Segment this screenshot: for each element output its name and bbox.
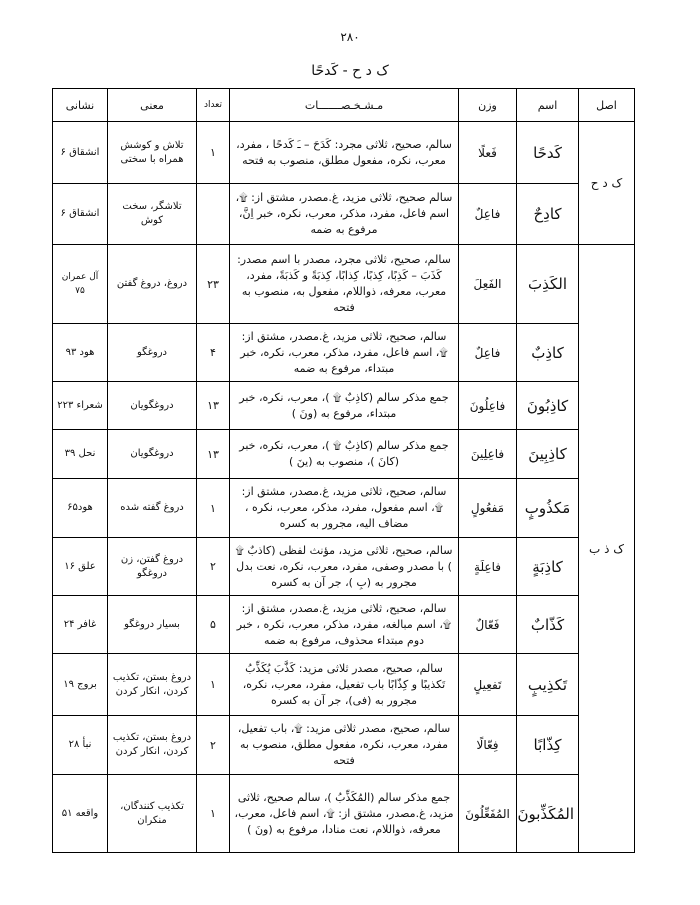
header-count: تعداد <box>197 89 230 122</box>
table-row <box>53 596 635 654</box>
reference-cell: نبأ ۲۸ <box>53 716 108 775</box>
pattern-cell: فَعّالٌ <box>459 596 517 654</box>
pattern-cell: فاعِلِینَ <box>459 430 517 479</box>
reference-cell: واقعه ۵۱ <box>53 775 108 853</box>
reference-cell: شعراء ۲۲۳ <box>53 382 108 430</box>
count-cell: ۲۳ <box>197 245 230 324</box>
word-cell: تَکذِیبٍ <box>517 654 579 716</box>
reference-cell: انشقاق ۶ <box>53 184 108 245</box>
meaning-cell: دروغگویان <box>108 382 197 430</box>
reference-cell: نحل ۳۹ <box>53 430 108 479</box>
meaning-cell: دروغگو <box>108 324 197 382</box>
word-cell: کاذِبُونَ <box>517 382 579 430</box>
description-cell: سالم صحیح، ثلاثی مزید، غ.مصدر، مشتق از: ۩، اسم فاعل، مفرد، مذکر، معرب، نکره، خبر اِنَّ، مرفوع به ضمه <box>230 184 459 245</box>
count-cell: ۱ <box>197 775 230 853</box>
count-cell: ۱ <box>197 122 230 184</box>
pattern-cell: الفَعِلَ <box>459 245 517 324</box>
description-cell: جمع مذکر سالم (المُکَذِّبُ )، سالم صحیح، ثلاثی مزید، غ.مصدر، مشتق از: ۩، اسم فاعل، معرب، معرفه، ذواللام، نعت منادا، مرفوع به (ونَ ) <box>230 775 459 853</box>
header-word: اسم <box>517 89 579 122</box>
pattern-cell: فاعِلٌ <box>459 184 517 245</box>
table-row <box>53 654 635 716</box>
table-row <box>53 382 635 430</box>
pattern-cell: فاعِلَةٍ <box>459 538 517 596</box>
word-cell: کَذّابٌ <box>517 596 579 654</box>
word-cell: المُکَذِّبونَ <box>517 775 579 853</box>
description-cell: سالم، صحیح، ثلاثی مزید، غ.مصدر، مشتق از: ۩، اسم فاعل، مفرد، مذکر، معرب، نکره، خبر مبتداء، مرفوع به ضمه <box>230 324 459 382</box>
header-pattern: وزن <box>459 89 517 122</box>
table-row <box>53 479 635 538</box>
page-number: ۲۸۰ <box>340 30 360 44</box>
table-row <box>53 324 635 382</box>
header-root: اصل <box>579 89 635 122</box>
reference-cell: غافر ۲۴ <box>53 596 108 654</box>
reference-cell: بروج ۱۹ <box>53 654 108 716</box>
header-meaning: معنی <box>108 89 197 122</box>
meaning-cell: تلاشگر، سخت کوش <box>108 184 197 245</box>
word-cell: مَکذُوبٍ <box>517 479 579 538</box>
reference-cell: علق ۱۶ <box>53 538 108 596</box>
pattern-cell: فِعّالًا <box>459 716 517 775</box>
lexicon-table <box>52 88 635 853</box>
meaning-cell: دروغگویان <box>108 430 197 479</box>
word-cell: کاذِبٌ <box>517 324 579 382</box>
description-cell: سالم، صحیح، ثلاثی مجرد، مصدر با اسم مصدر: کَذَبَ – کَذِبًا، کِذبًا، کِذابًا، کِذبَةً و کَذبَةً، مفرد، معرب، معرفه، ذواللام، مفعول به، منصوب به فتحه <box>230 245 459 324</box>
count-cell: ۱ <box>197 479 230 538</box>
count-cell: ۵ <box>197 596 230 654</box>
table-row <box>53 245 635 324</box>
meaning-cell: دروغ بستن، تکذیب کردن، انکار کردن <box>108 716 197 775</box>
meaning-cell: دروغ، دروغ گفتن <box>108 245 197 324</box>
count-cell: ۲ <box>197 716 230 775</box>
word-cell: کادِحٌ <box>517 184 579 245</box>
count-cell <box>197 184 230 245</box>
description-cell: جمع مذکر سالم (کاذِبٌ ۩ )، معرب، نکره، خبر (کانَ )، منصوب به (ینَ ) <box>230 430 459 479</box>
pattern-cell: فاعِلٌ <box>459 324 517 382</box>
description-cell: جمع مذکر سالم (کاذِبٌ ۩ )، معرب، نکره، خبر مبتداء، مرفوع به (ونَ ) <box>230 382 459 430</box>
count-cell: ۴ <box>197 324 230 382</box>
page-heading: ک د ح - کَدحًا <box>311 63 389 79</box>
table-header-row <box>53 89 635 122</box>
description-cell: سالم، صحیح، مصدر ثلاثی مزید: کَذَّبَ یُکَذِّبُ تَکذیبًا و کِذّابًا باب تفعیل، مفرد، معرب، نکره، مجرور به (فی)، جر آن به کسره <box>230 654 459 716</box>
word-cell: کِذّابًا <box>517 716 579 775</box>
count-cell: ۱۳ <box>197 430 230 479</box>
meaning-cell: دروغ بستن، تکذیب کردن، انکار کردن <box>108 654 197 716</box>
count-cell: ۲ <box>197 538 230 596</box>
pattern-cell: مَفعُولٍ <box>459 479 517 538</box>
description-cell: سالم، صحیح، ثلاثی مزید، مؤنث لفظی (کاذبٌ ۩ ) با مصدر وصفی، مفرد، معرب، نکره، نعت بدل مجرور به (بِ )، جر آن به کسره <box>230 538 459 596</box>
description-cell: سالم، صحیح، ثلاثی مزید، غ.مصدر، مشتق از: ۩، اسم مبالغه، مفرد، مذکر، معرب، نکره ، خبر دوم مبتداء محذوف، مرفوع به ضمه <box>230 596 459 654</box>
count-cell: ۱۳ <box>197 382 230 430</box>
meaning-cell: دروغ گفتن، زن دروغگو <box>108 538 197 596</box>
pattern-cell: فاعِلُونَ <box>459 382 517 430</box>
reference-cell: هود ۹۳ <box>53 324 108 382</box>
meaning-cell: تکذیب کنندگان، منکران <box>108 775 197 853</box>
header-description: مـشـخـصـــــــات <box>230 89 459 122</box>
word-cell: الکَذِبَ <box>517 245 579 324</box>
description-cell: سالم، صحیح، ثلاثی مجرد: کَدَحَ – ـَ کَدحًا ، مفرد، معرب، نکره، مفعول مطلق، منصوب به فتحه <box>230 122 459 184</box>
word-cell: کاذِبِینَ <box>517 430 579 479</box>
reference-cell: هود۶۵ <box>53 479 108 538</box>
root-cell: ک د ح <box>579 122 635 245</box>
pattern-cell: فَعلًا <box>459 122 517 184</box>
pattern-cell: تَفعِیلٍ <box>459 654 517 716</box>
description-cell: سالم، صحیح، ثلاثی مزید، غ.مصدر، مشتق از: ۩، اسم مفعول، مفرد، مذکر، معرب، نکره ، مضاف الیه، مجرور به کسره <box>230 479 459 538</box>
meaning-cell: دروغ گفته شده <box>108 479 197 538</box>
header-reference: نشانی <box>53 89 108 122</box>
word-cell: کَدحًا <box>517 122 579 184</box>
reference-cell: انشقاق ۶ <box>53 122 108 184</box>
root-cell: ک ذ ب <box>579 245 635 853</box>
count-cell: ۱ <box>197 654 230 716</box>
table-row <box>53 775 635 853</box>
pattern-cell: المُفَعِّلُونَ <box>459 775 517 853</box>
table-row <box>53 716 635 775</box>
word-cell: کاذِبَةٍ <box>517 538 579 596</box>
reference-cell: آل عمران ۷۵ <box>53 245 108 324</box>
table-row <box>53 538 635 596</box>
table-row <box>53 184 635 245</box>
meaning-cell: تلاش و کوشش همراه با سختی <box>108 122 197 184</box>
table-row <box>53 122 635 184</box>
table-row <box>53 430 635 479</box>
meaning-cell: بسیار دروغگو <box>108 596 197 654</box>
description-cell: سالم، صحیح، مصدر ثلاثی مزید: ۩، باب تفعیل، مفرد، معرب، نکره، مفعول مطلق، منصوب به فتحه <box>230 716 459 775</box>
